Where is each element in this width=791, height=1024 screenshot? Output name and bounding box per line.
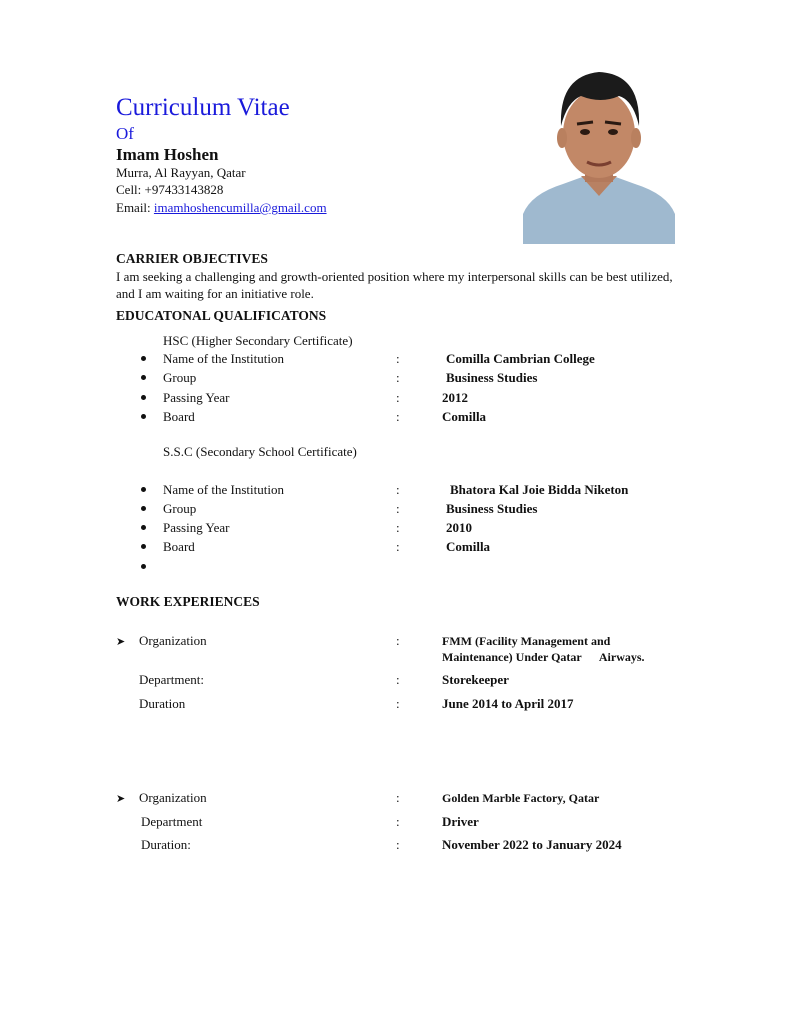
job2-dept-label: Department <box>141 814 203 829</box>
portrait-icon <box>523 56 675 244</box>
separator-colon: : <box>396 696 400 711</box>
bullet-icon <box>141 487 146 492</box>
work-heading: WORK EXPERIENCES <box>116 594 260 609</box>
cv-of: Of <box>116 124 134 143</box>
hsc-value-year: 2012 <box>442 390 468 405</box>
address: Murra, Al Rayyan, Qatar <box>116 165 246 180</box>
separator-colon: : <box>396 814 400 829</box>
education-heading: EDUCATONAL QUALIFICATONS <box>116 308 327 323</box>
candidate-name: Imam Hoshen <box>116 145 219 164</box>
bullet-icon <box>141 414 146 419</box>
separator-colon: : <box>396 837 400 852</box>
job1-dept-value: Storekeeper <box>442 672 509 687</box>
job1-org-label: Organization <box>139 633 207 648</box>
job1-org-value-line1: FMM (Facility Management and <box>442 634 611 648</box>
hsc-label-board: Board <box>163 409 195 424</box>
hsc-title: HSC (Higher Secondary Certificate) <box>163 333 353 348</box>
email-line <box>116 200 327 216</box>
ssc-value-board: Comilla <box>446 539 491 554</box>
ssc-label-institution: Name of the Institution <box>163 482 284 497</box>
cell-phone: Cell: +97433143828 <box>116 182 224 197</box>
hsc-value-group: Business Studies <box>446 370 538 385</box>
job1-duration-value: June 2014 to April 2017 <box>442 696 574 711</box>
job2-org-label: Organization <box>139 790 207 805</box>
job2-duration-value: November 2022 to January 2024 <box>442 837 622 852</box>
hsc-label-year: Passing Year <box>163 390 230 405</box>
arrow-bullet-icon: ➤ <box>116 635 126 648</box>
separator-colon: : <box>396 501 400 516</box>
job1-dept-label: Department: <box>139 672 204 687</box>
ssc-label-year: Passing Year <box>163 520 230 535</box>
separator-colon: : <box>396 409 400 424</box>
hsc-value-board: Comilla <box>442 409 487 424</box>
hsc-value-institution: Comilla Cambrian College <box>446 351 595 366</box>
job2-dept-value: Driver <box>442 814 479 829</box>
job2-org-value: Golden Marble Factory, Qatar <box>442 791 600 805</box>
separator-colon: : <box>396 790 400 805</box>
bullet-icon <box>141 525 146 530</box>
cv-title: Curriculum Vitae <box>116 94 290 121</box>
ssc-value-year: 2010 <box>446 520 472 535</box>
ssc-value-group: Business Studies <box>446 501 538 516</box>
bullet-icon <box>141 395 146 400</box>
bullet-icon <box>141 544 146 549</box>
profile-photo <box>523 56 675 244</box>
separator-colon: : <box>396 482 400 497</box>
ssc-label-board: Board <box>163 539 195 554</box>
separator-colon: : <box>396 520 400 535</box>
separator-colon: : <box>396 633 400 648</box>
arrow-bullet-icon: ➤ <box>116 792 126 805</box>
job1-duration-label: Duration <box>139 696 186 711</box>
separator-colon: : <box>396 390 400 405</box>
objectives-text: I am seeking a challenging and growth-oriented position where my interpersonal skills can be best utilized, and I am waiting for an initiative role. <box>116 269 673 301</box>
job2-duration-label: Duration: <box>141 837 191 852</box>
separator-colon: : <box>396 672 400 687</box>
job1-org-value-line2: Maintenance) Under Qatar Airways. <box>442 650 645 664</box>
separator-colon: : <box>396 370 400 385</box>
separator-colon: : <box>396 351 400 366</box>
email-label: Email: <box>116 200 151 215</box>
bullet-icon <box>141 506 146 511</box>
hsc-label-institution: Name of the Institution <box>163 351 284 366</box>
email-link[interactable]: imamhoshencumilla@gmail.com <box>153 200 327 215</box>
bullet-icon <box>141 356 146 361</box>
ssc-title: S.S.C (Secondary School Certificate) <box>163 444 357 459</box>
ssc-value-institution: Bhatora Kal Joie Bidda Niketon <box>450 482 629 497</box>
separator-colon: : <box>396 539 400 554</box>
ssc-label-group: Group <box>163 501 197 516</box>
bullet-icon <box>141 375 146 380</box>
bullet-icon <box>141 564 146 569</box>
objectives-heading: CARRIER OBJECTIVES <box>116 251 268 266</box>
hsc-label-group: Group <box>163 370 197 385</box>
